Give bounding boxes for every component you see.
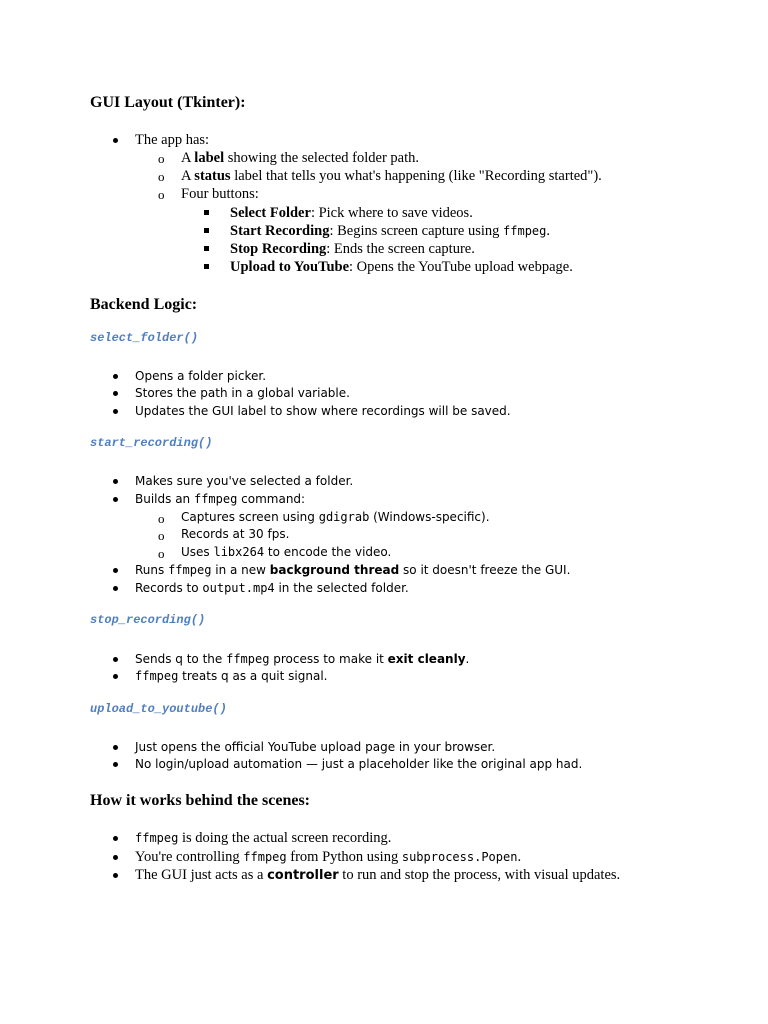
gui-label-item: A label showing the selected folder path. [181, 150, 419, 166]
bullet-dot-icon [113, 409, 118, 414]
start-recording-sub-2: Records at 30 fps. [181, 527, 290, 541]
button-select-folder-item: Select Folder: Pick where to save videos. [230, 205, 473, 221]
backend-logic-heading: Backend Logic: [90, 296, 198, 313]
stop-recording-function-heading: stop_recording() [90, 613, 206, 627]
gui-intro: The app has: [135, 132, 210, 148]
select-folder-bullet-2: Stores the path in a global variable. [135, 386, 350, 400]
select-folder-bullet-3: Updates the GUI label to show where recordings will be saved. [135, 404, 511, 418]
circle-o-icon: o [158, 187, 165, 202]
upload-youtube-bullet-2: No login/upload automation — just a placeholder like the original app had. [135, 757, 583, 771]
bullet-dot-icon [113, 138, 118, 143]
bullet-dot-icon [113, 762, 118, 767]
bullet-dot-icon [113, 657, 118, 662]
bullet-dot-icon [113, 855, 118, 860]
select-folder-bullet-1: Opens a folder picker. [135, 369, 267, 383]
start-recording-bullet-2: Builds an ffmpeg command: [135, 492, 306, 506]
circle-o-icon: o [158, 528, 165, 543]
gui-layout-heading: GUI Layout (Tkinter): [90, 94, 246, 111]
circle-o-icon: o [158, 511, 165, 526]
bullet-dot-icon [113, 479, 118, 484]
stop-recording-bullet-2: ffmpeg treats q as a quit signal. [135, 669, 328, 683]
gui-buttons-item: Four buttons: [181, 186, 259, 202]
button-start-recording-item: Start Recording: Begins screen capture using ffmpeg. [230, 223, 550, 239]
how-bullet-3: The GUI just acts as a controller to run and stop the process, with visual updates. [135, 867, 621, 883]
stop-recording-bullet-1: Sends q to the ffmpeg process to make it exit cleanly. [135, 652, 470, 666]
square-bullet-icon [204, 264, 209, 269]
gui-status-item: A status label that tells you what's happening (like "Recording started"). [181, 168, 602, 184]
bullet-dot-icon [113, 873, 118, 878]
bullet-dot-icon [113, 568, 118, 573]
start-recording-bullet-4: Records to output.mp4 in the selected folder. [135, 581, 409, 595]
how-bullet-2: You're controlling ffmpeg from Python using subprocess.Popen. [135, 849, 522, 865]
how-it-works-heading: How it works behind the scenes: [90, 792, 311, 809]
bullet-dot-icon [113, 374, 118, 379]
start-recording-bullet-1: Makes sure you've selected a folder. [135, 474, 354, 488]
bullet-dot-icon [113, 586, 118, 591]
bullet-dot-icon [113, 391, 118, 396]
start-recording-sub-1: Captures screen using gdigrab (Windows-specific). [181, 510, 490, 524]
square-bullet-icon [204, 246, 209, 251]
bullet-dot-icon [113, 745, 118, 750]
upload-youtube-bullet-1: Just opens the official YouTube upload page in your browser. [135, 740, 496, 754]
bullet-dot-icon [113, 497, 118, 502]
square-bullet-icon [204, 210, 209, 215]
circle-o-icon: o [158, 546, 165, 561]
bullet-dot-icon [113, 836, 118, 841]
circle-o-icon: o [158, 151, 165, 166]
select-folder-function-heading: select_folder() [90, 331, 199, 345]
square-bullet-icon [204, 228, 209, 233]
how-bullet-1: ffmpeg is doing the actual screen recording. [135, 830, 392, 846]
start-recording-sub-3: Uses libx264 to encode the video. [181, 545, 392, 559]
button-upload-youtube-item: Upload to YouTube: Opens the YouTube upload webpage. [230, 259, 573, 275]
start-recording-bullet-3: Runs ffmpeg in a new background thread so it doesn't freeze the GUI. [135, 563, 571, 577]
upload-youtube-function-heading: upload_to_youtube() [90, 702, 227, 716]
circle-o-icon: o [158, 169, 165, 184]
button-stop-recording-item: Stop Recording: Ends the screen capture. [230, 241, 475, 257]
start-recording-function-heading: start_recording() [90, 436, 213, 450]
bullet-dot-icon [113, 674, 118, 679]
